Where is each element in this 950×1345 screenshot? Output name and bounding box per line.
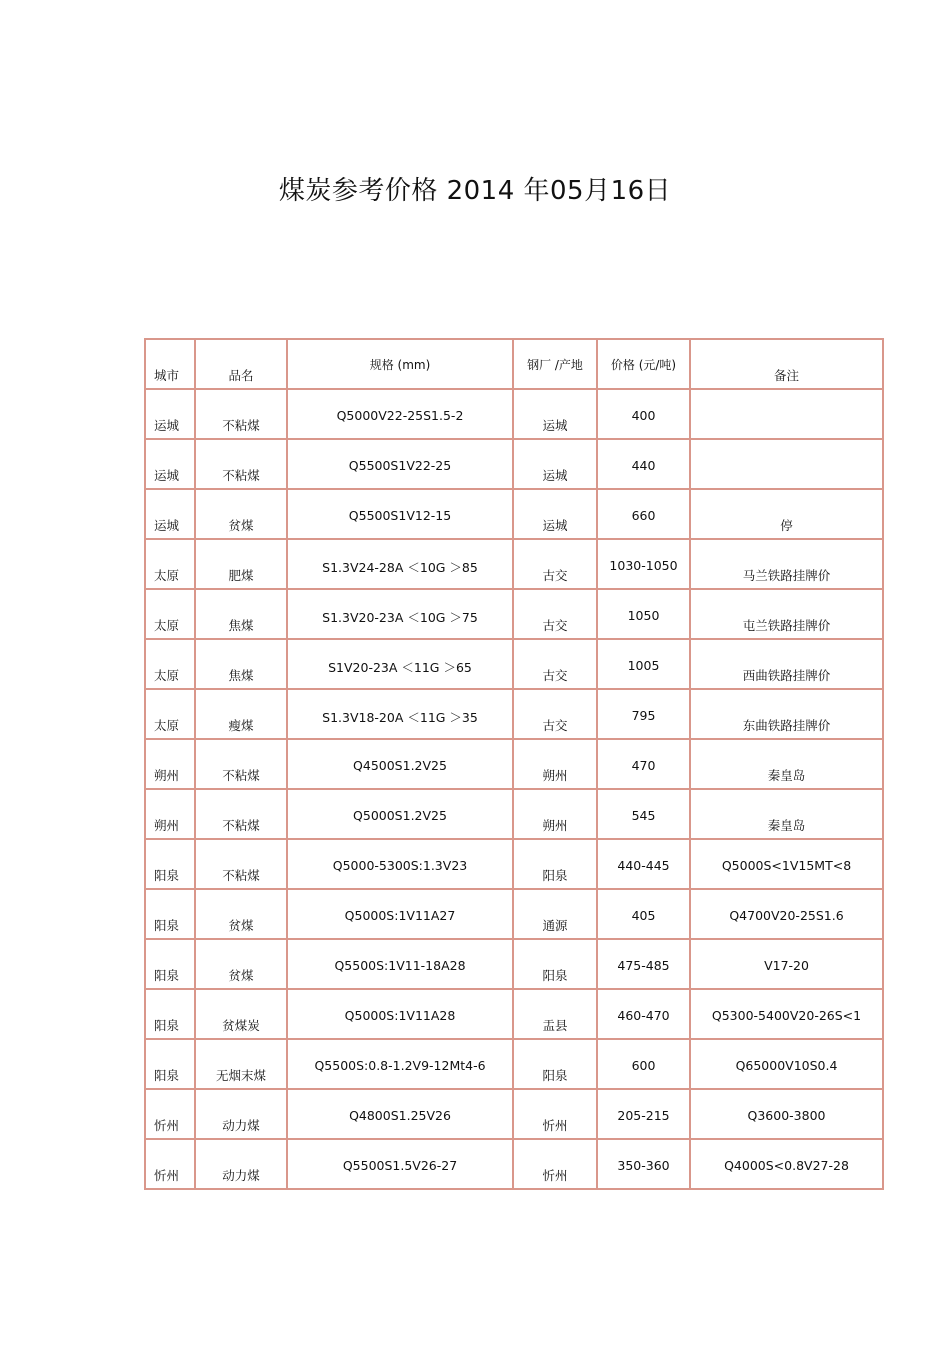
remark-text: 秦皇岛 <box>767 768 806 783</box>
table-row <box>145 789 883 839</box>
spec-text: S1.3V18-20A ＜11G ＞35 <box>322 710 478 725</box>
remark-text: Q4700V20-25S1.6 <box>729 908 844 923</box>
remark-text <box>691 390 882 408</box>
city-cell <box>145 939 195 989</box>
price-cell <box>597 789 690 839</box>
price-cell <box>597 989 690 1039</box>
origin-cell <box>513 439 597 489</box>
product-text: 焦煤 <box>228 668 254 683</box>
spec-cell <box>287 789 513 839</box>
header-spec-cell <box>287 339 513 389</box>
remark-cell <box>690 1089 883 1139</box>
product-cell <box>195 639 287 689</box>
city-text: 阳泉 <box>154 1068 180 1083</box>
price-text: 400 <box>631 408 656 423</box>
spec-cell <box>287 839 513 889</box>
remark-text: Q3600-3800 <box>747 1108 826 1123</box>
city-cell <box>145 1139 195 1189</box>
header-city-cell <box>145 339 195 389</box>
spec-cell <box>287 439 513 489</box>
city-text: 忻州 <box>154 1168 180 1183</box>
price-cell <box>597 739 690 789</box>
header-origin-cell <box>513 339 597 389</box>
table-row <box>145 939 883 989</box>
spec-cell <box>287 889 513 939</box>
remark-cell <box>690 439 883 489</box>
origin-cell <box>513 939 597 989</box>
spec-text: Q5500S:1V11-18A28 <box>334 958 466 973</box>
spec-cell <box>287 689 513 739</box>
header-product-cell <box>195 339 287 389</box>
product-text: 贫煤 <box>228 968 254 983</box>
product-text: 动力煤 <box>222 1168 260 1183</box>
product-text: 贫煤炭 <box>222 1018 260 1033</box>
spec-text: Q5500S1V22-25 <box>348 458 452 473</box>
spec-cell <box>287 539 513 589</box>
city-cell <box>145 689 195 739</box>
spec-text: Q5500S1V12-15 <box>348 508 452 523</box>
price-cell <box>597 1039 690 1089</box>
origin-text: 古交 <box>542 718 568 733</box>
city-text: 朔州 <box>154 818 180 833</box>
remark-cell <box>690 489 883 539</box>
city-cell <box>145 1039 195 1089</box>
city-text: 运城 <box>154 418 180 433</box>
price-text: 660 <box>631 508 656 523</box>
product-cell <box>195 589 287 639</box>
origin-text: 阳泉 <box>542 868 568 883</box>
price-text: 1030-1050 <box>609 558 678 573</box>
product-cell <box>195 439 287 489</box>
product-cell <box>195 989 287 1039</box>
spec-text: Q5500S:0.8-1.2V9-12Mt4-6 <box>314 1058 486 1073</box>
price-cell <box>597 839 690 889</box>
product-text: 不粘煤 <box>222 818 260 833</box>
origin-cell <box>513 489 597 539</box>
origin-cell <box>513 1139 597 1189</box>
remark-cell <box>690 689 883 739</box>
price-cell <box>597 589 690 639</box>
origin-text: 通源 <box>542 918 568 933</box>
remark-text: 西曲铁路挂牌价 <box>742 668 831 683</box>
product-cell <box>195 839 287 889</box>
remark-cell <box>690 789 883 839</box>
product-text: 焦煤 <box>228 618 254 633</box>
product-text: 不粘煤 <box>222 418 260 433</box>
remark-text: Q5300-5400V20-26S<1 <box>711 1008 862 1023</box>
spec-cell <box>287 639 513 689</box>
origin-cell <box>513 639 597 689</box>
spec-text: Q5000S:1V11A28 <box>344 1008 456 1023</box>
remark-cell <box>690 739 883 789</box>
city-text: 阳泉 <box>154 918 180 933</box>
city-text: 运城 <box>154 468 180 483</box>
city-text: 朔州 <box>154 768 180 783</box>
city-cell <box>145 589 195 639</box>
remark-cell <box>690 589 883 639</box>
origin-cell <box>513 689 597 739</box>
table-row <box>145 689 883 739</box>
header-price-cell <box>597 339 690 389</box>
price-cell <box>597 889 690 939</box>
product-text: 贫煤 <box>228 918 254 933</box>
spec-cell <box>287 989 513 1039</box>
price-text: 795 <box>631 708 656 723</box>
price-text: 600 <box>631 1058 656 1073</box>
city-cell <box>145 639 195 689</box>
city-text: 太原 <box>154 568 180 583</box>
price-text: 460-470 <box>617 1008 670 1023</box>
price-text: 1050 <box>627 608 660 623</box>
city-cell <box>145 489 195 539</box>
table-row <box>145 1139 883 1189</box>
remark-cell <box>690 839 883 889</box>
spec-cell <box>287 589 513 639</box>
spec-text: Q5000V22-25S1.5-2 <box>336 408 464 423</box>
city-text: 阳泉 <box>154 968 180 983</box>
table-row <box>145 889 883 939</box>
table-row <box>145 589 883 639</box>
origin-cell <box>513 739 597 789</box>
price-cell <box>597 939 690 989</box>
product-text: 贫煤 <box>228 518 254 533</box>
product-cell <box>195 739 287 789</box>
city-cell <box>145 789 195 839</box>
price-cell <box>597 439 690 489</box>
product-cell <box>195 539 287 589</box>
origin-cell <box>513 589 597 639</box>
origin-text: 古交 <box>542 668 568 683</box>
header-price-text: 价格 (元/吨) <box>610 358 677 372</box>
remark-cell <box>690 389 883 439</box>
origin-cell <box>513 1089 597 1139</box>
city-cell <box>145 989 195 1039</box>
city-text: 运城 <box>154 518 180 533</box>
product-text: 瘦煤 <box>228 718 254 733</box>
origin-text: 阳泉 <box>542 1068 568 1083</box>
table-header-row <box>145 339 883 389</box>
price-cell <box>597 1089 690 1139</box>
origin-text: 盂县 <box>542 1018 568 1033</box>
remark-cell <box>690 1039 883 1089</box>
spec-text: Q5000S1.2V25 <box>353 808 447 823</box>
city-cell <box>145 539 195 589</box>
remark-text: 屯兰铁路挂牌价 <box>742 618 831 633</box>
remark-cell <box>690 639 883 689</box>
coal-price-table <box>144 338 884 1190</box>
header-remark-text: 备注 <box>773 368 799 383</box>
product-cell <box>195 489 287 539</box>
remark-text: 秦皇岛 <box>767 818 806 833</box>
spec-text: Q4500S1.2V25 <box>353 758 447 773</box>
product-text: 肥煤 <box>228 568 254 583</box>
table-row <box>145 439 883 489</box>
spec-text: S1.3V20-23A ＜10G ＞75 <box>322 610 478 625</box>
spec-cell <box>287 489 513 539</box>
page-title: 煤炭参考价格 2014 年05月16日 <box>278 176 672 206</box>
price-cell <box>597 689 690 739</box>
origin-cell <box>513 1039 597 1089</box>
city-text: 阳泉 <box>154 868 180 883</box>
remark-cell <box>690 939 883 989</box>
remark-text: Q4000S<0.8V27-28 <box>724 1158 849 1173</box>
header-product-text: 品名 <box>228 368 254 383</box>
table-row <box>145 1089 883 1139</box>
origin-text: 古交 <box>542 568 568 583</box>
remark-text: 停 <box>780 518 793 533</box>
city-cell <box>145 739 195 789</box>
spec-cell <box>287 1039 513 1089</box>
product-text: 无烟末煤 <box>215 1068 266 1083</box>
city-text: 太原 <box>154 618 180 633</box>
spec-cell <box>287 1139 513 1189</box>
origin-text: 忻州 <box>542 1168 568 1183</box>
product-cell <box>195 1139 287 1189</box>
origin-text: 运城 <box>542 418 568 433</box>
origin-text: 朔州 <box>542 818 568 833</box>
origin-text: 阳泉 <box>542 968 568 983</box>
header-remark-cell <box>690 339 883 389</box>
city-text: 忻州 <box>154 1118 180 1133</box>
product-cell <box>195 939 287 989</box>
price-text: 405 <box>631 908 656 923</box>
city-text: 阳泉 <box>154 1018 180 1033</box>
remark-cell <box>690 539 883 589</box>
table-row <box>145 389 883 439</box>
product-cell <box>195 789 287 839</box>
table-row <box>145 639 883 689</box>
price-text: 440 <box>631 458 656 473</box>
price-cell <box>597 489 690 539</box>
origin-text: 古交 <box>542 618 568 633</box>
header-city-text: 城市 <box>154 368 180 383</box>
remark-text <box>691 440 882 458</box>
spec-cell <box>287 739 513 789</box>
remark-cell <box>690 1139 883 1189</box>
spec-text: Q4800S1.25V26 <box>349 1108 451 1123</box>
origin-cell <box>513 839 597 889</box>
remark-text: 马兰铁路挂牌价 <box>742 568 831 583</box>
city-text: 太原 <box>154 718 180 733</box>
spec-text: Q5000S:1V11A27 <box>344 908 456 923</box>
city-cell <box>145 1089 195 1139</box>
price-cell <box>597 639 690 689</box>
remark-text: Q65000V10S0.4 <box>735 1058 838 1073</box>
product-cell <box>195 1089 287 1139</box>
spec-text: Q5500S1.5V26-27 <box>342 1158 458 1173</box>
price-text: 440-445 <box>617 858 670 873</box>
table-row <box>145 489 883 539</box>
city-cell <box>145 889 195 939</box>
table-row <box>145 839 883 889</box>
product-cell <box>195 389 287 439</box>
product-cell <box>195 1039 287 1089</box>
price-text: 350-360 <box>617 1158 670 1173</box>
product-text: 不粘煤 <box>222 868 260 883</box>
table-row <box>145 1039 883 1089</box>
remark-cell <box>690 889 883 939</box>
city-cell <box>145 389 195 439</box>
table-row <box>145 539 883 589</box>
price-text: 545 <box>631 808 656 823</box>
price-text: 470 <box>631 758 656 773</box>
origin-cell <box>513 539 597 589</box>
origin-cell <box>513 889 597 939</box>
remark-text: Q5000S<1V15MT<8 <box>721 858 852 873</box>
price-cell <box>597 389 690 439</box>
product-text: 动力煤 <box>222 1118 260 1133</box>
spec-text: S1.3V24-28A ＜10G ＞85 <box>322 560 478 575</box>
product-text: 不粘煤 <box>222 768 260 783</box>
product-cell <box>195 689 287 739</box>
origin-cell <box>513 389 597 439</box>
price-text: 1005 <box>627 658 660 673</box>
origin-text: 运城 <box>542 468 568 483</box>
header-spec-text: 规格 (mm) <box>369 358 431 372</box>
product-cell <box>195 889 287 939</box>
spec-cell <box>287 389 513 439</box>
price-cell <box>597 539 690 589</box>
spec-cell <box>287 939 513 989</box>
spec-text: S1V20-23A ＜11G ＞65 <box>328 660 472 675</box>
price-text: 475-485 <box>617 958 670 973</box>
price-cell <box>597 1139 690 1189</box>
city-text: 太原 <box>154 668 180 683</box>
remark-cell <box>690 989 883 1039</box>
city-cell <box>145 439 195 489</box>
origin-cell <box>513 789 597 839</box>
header-origin-text: 钢厂 /产地 <box>527 358 583 372</box>
product-text: 不粘煤 <box>222 468 260 483</box>
city-cell <box>145 839 195 889</box>
table-row <box>145 739 883 789</box>
remark-text: 东曲铁路挂牌价 <box>742 718 831 733</box>
table-row <box>145 989 883 1039</box>
origin-text: 忻州 <box>542 1118 568 1133</box>
remark-text: V17-20 <box>764 958 809 973</box>
spec-cell <box>287 1089 513 1139</box>
origin-text: 运城 <box>542 518 568 533</box>
price-text: 205-215 <box>617 1108 670 1123</box>
spec-text: Q5000-5300S:1.3V23 <box>332 858 468 873</box>
origin-text: 朔州 <box>542 768 568 783</box>
origin-cell <box>513 989 597 1039</box>
